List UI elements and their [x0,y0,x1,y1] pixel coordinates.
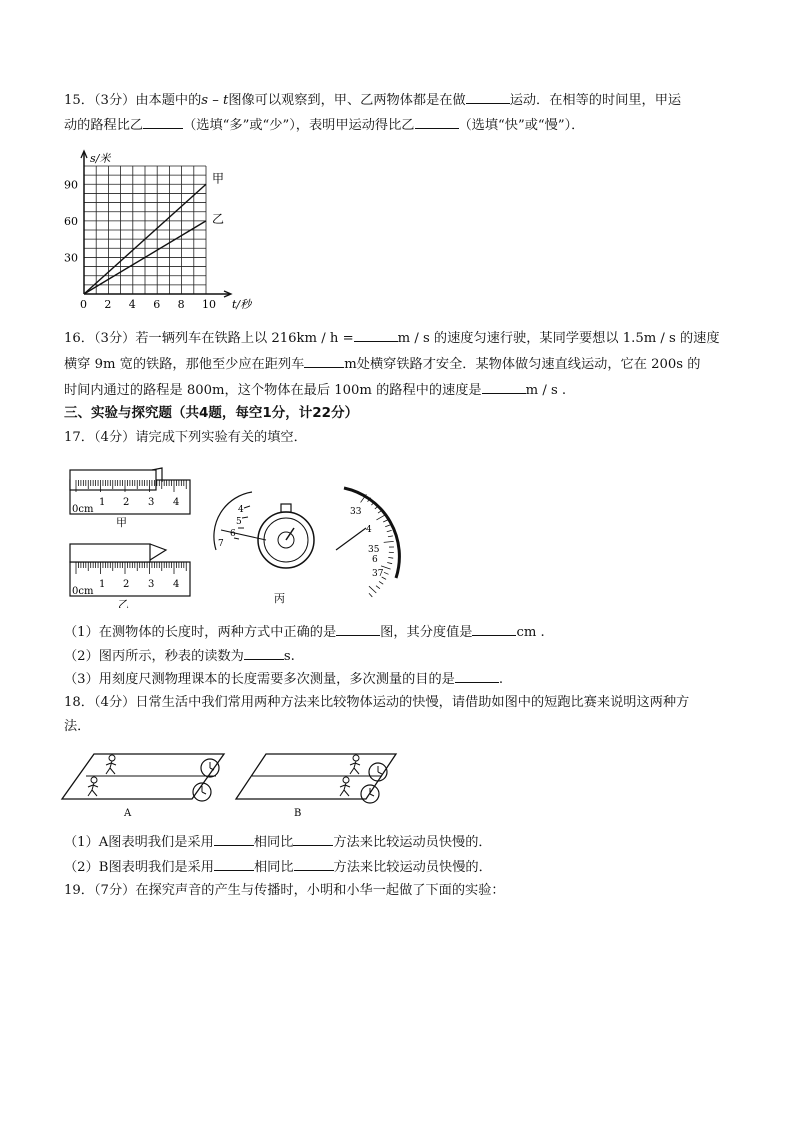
q16-line1 [64,328,720,348]
x-axis-label: t/秒 [232,298,252,311]
dial-tick [369,593,372,597]
x-tick-label: 8 [177,298,185,311]
race-figure-a [62,754,224,819]
q18-text: 相同比 [253,860,294,875]
q18-text: （2）B图表明我们是采用 [64,860,214,875]
series-label-jia: 甲 [212,171,225,186]
q17-text: （3）用刻度尺测物理课本的长度需要多次测量，多次测量的目的是 [64,672,455,687]
answer-blank[interactable] [354,328,398,342]
runner-icon [106,755,116,774]
q17-intro: 17．（4分）请完成下列实验有关的填空． [64,430,307,445]
x-tick-label: 0 [80,298,87,311]
q18-text: 方法来比较运动员快慢的． [333,860,492,875]
ruler-label: 1 [99,497,106,508]
q17-item3 [64,669,503,689]
dial-tick [387,530,392,531]
dial-tick [379,581,383,584]
q16-text: 时间内通过的路程是 800m，这个物体在最后 100m 的路程中的速度是 [64,383,482,398]
answer-blank[interactable] [455,669,499,683]
dial-tick [385,525,390,527]
q16-text: 16．（3分）若一辆列车在铁路上以 216km / h = [64,331,354,346]
dial-tick [383,520,388,522]
q16-line2 [64,354,700,374]
x-tick-label: 4 [128,298,136,311]
dial-label: 7 [218,539,224,549]
answer-blank[interactable] [214,857,254,871]
section-heading: 三、实验与探究题（共4题，每空1分，计22分） [64,405,359,421]
q15-st-symbol: s – t [201,93,229,108]
y-tick-label: 90 [64,178,78,192]
st-grid [84,166,206,294]
x-tick-label: 6 [153,298,161,311]
y-axis-label: s/米 [90,152,111,165]
figure-label-bing: 丙 [274,592,285,605]
answer-blank[interactable] [336,622,380,636]
y-tick-label: 30 [64,251,78,265]
dial-label: 5 [236,517,242,527]
ruler-label: 1 [99,579,106,590]
x-tick-label: 10 [202,298,216,311]
st-axes [81,151,231,297]
answer-blank[interactable] [244,646,284,660]
q18-text: 方法来比较运动员快慢的． [333,835,492,850]
answer-blank[interactable] [304,354,344,368]
q17-text: （2）图丙所示，秒表的读数为 [64,649,244,664]
figure-label-jia: 甲 [116,516,127,529]
ruler-jia [70,468,190,529]
dial-label: 6 [230,529,236,539]
q18-figure [60,744,420,822]
q16-text: m / s 的速度匀速行驶，某同学要想以 1.5m / s 的速度 [397,331,720,346]
series-label-yi: 乙 [212,211,225,226]
dial-label: 6 [372,555,378,565]
q18-text: （1）A图表明我们是采用 [64,835,214,850]
dial-tick [387,562,392,563]
second-dial-zoom [336,488,399,597]
dial-label: 4 [366,525,372,535]
q16-text: 横穿 9m 宽的铁路，那他至少应在距列车 [64,357,305,372]
ruler-label: 4 [173,579,180,590]
q19-line1: 19．（7分）在探究声音的产生与传播时，小明和小华一起做了下面的实验： [64,883,505,898]
ruler-label: 2 [123,497,130,508]
y-tick-label: 60 [64,214,78,228]
figure-label-a: A [124,808,132,819]
q17-text: （1）在测物体的长度时，两种方式中正确的是 [64,625,337,640]
answer-blank[interactable] [415,115,459,129]
answer-blank[interactable] [472,622,516,636]
q15-line1 [64,90,681,110]
runner-icon [350,755,360,774]
runner-icon [88,777,98,796]
q15-text-c: 运动．在相等的时间里，甲运 [509,93,682,108]
race-figure-b [236,754,396,819]
q15-text-a: 15．（3分）由本题中的 [64,93,202,108]
q17-figure [66,460,416,608]
q18-item2 [64,857,492,877]
q15-line2-b: （选填“多”或“少”），表明甲运动得比乙 [183,118,415,133]
ruler-label: 0cm [72,586,94,597]
q16-line3 [64,380,566,400]
dial-tick [388,557,393,558]
ruler-label: 3 [148,579,155,590]
dial-tick [388,536,393,537]
clock-icon [361,785,379,803]
figure-label-b: B [294,808,302,819]
q17-text: cm . [516,625,545,640]
dial-tick [369,586,376,593]
dial-label: 37 [372,569,384,579]
runner-icon [340,777,350,796]
answer-blank[interactable] [143,115,183,129]
dial-label: 35 [368,545,380,555]
q16-text: m / s . [525,383,567,398]
answer-blank[interactable] [214,832,254,846]
q17-text: s. [283,649,295,664]
answer-blank[interactable] [293,832,333,846]
answer-blank[interactable] [466,90,510,104]
dial-tick [384,572,389,574]
answer-blank[interactable] [482,380,526,394]
figure-label-yi: 乙 [118,598,129,608]
q17-item2 [64,646,295,666]
q18-line1: 18．（4分）日常生活中我们常用两种方法来比较物体运动的快慢，请借助如图中的短跑比赛来说明这两种方 [64,695,690,710]
ruler-yi [70,544,190,608]
q17-text: 图，其分度值是 [380,625,473,640]
q15-line2-c: （选填“快”或“慢”）． [458,118,585,133]
q17-text: . [498,672,504,687]
stopwatch-icon [258,504,314,605]
q18-item1 [64,832,492,852]
dial-label: 33 [350,507,362,517]
q17-item1 [64,622,545,642]
dial-tick [376,515,385,520]
q18-line2: 法． [64,719,91,734]
st-graph [62,142,262,312]
dial-tick [384,541,394,542]
ruler-label: 0cm [72,504,94,515]
q16-text: m处横穿铁路才安全．某物体做匀速直线运动，它在 200s 的 [344,357,701,372]
ruler-label: 2 [123,579,130,590]
q18-text: 相同比 [253,835,294,850]
ruler-label: 3 [148,497,155,508]
q15-line2-a: 动的路程比乙 [64,118,144,133]
q15-text-b: 图像可以观察到，甲、乙两物体都是在做 [228,93,466,108]
dial-label: 4 [238,505,244,515]
x-tick-label: 2 [104,298,112,311]
answer-blank[interactable] [294,857,334,871]
dial-tick [376,586,380,589]
q15-line2 [64,115,584,135]
ruler-label: 4 [173,497,180,508]
